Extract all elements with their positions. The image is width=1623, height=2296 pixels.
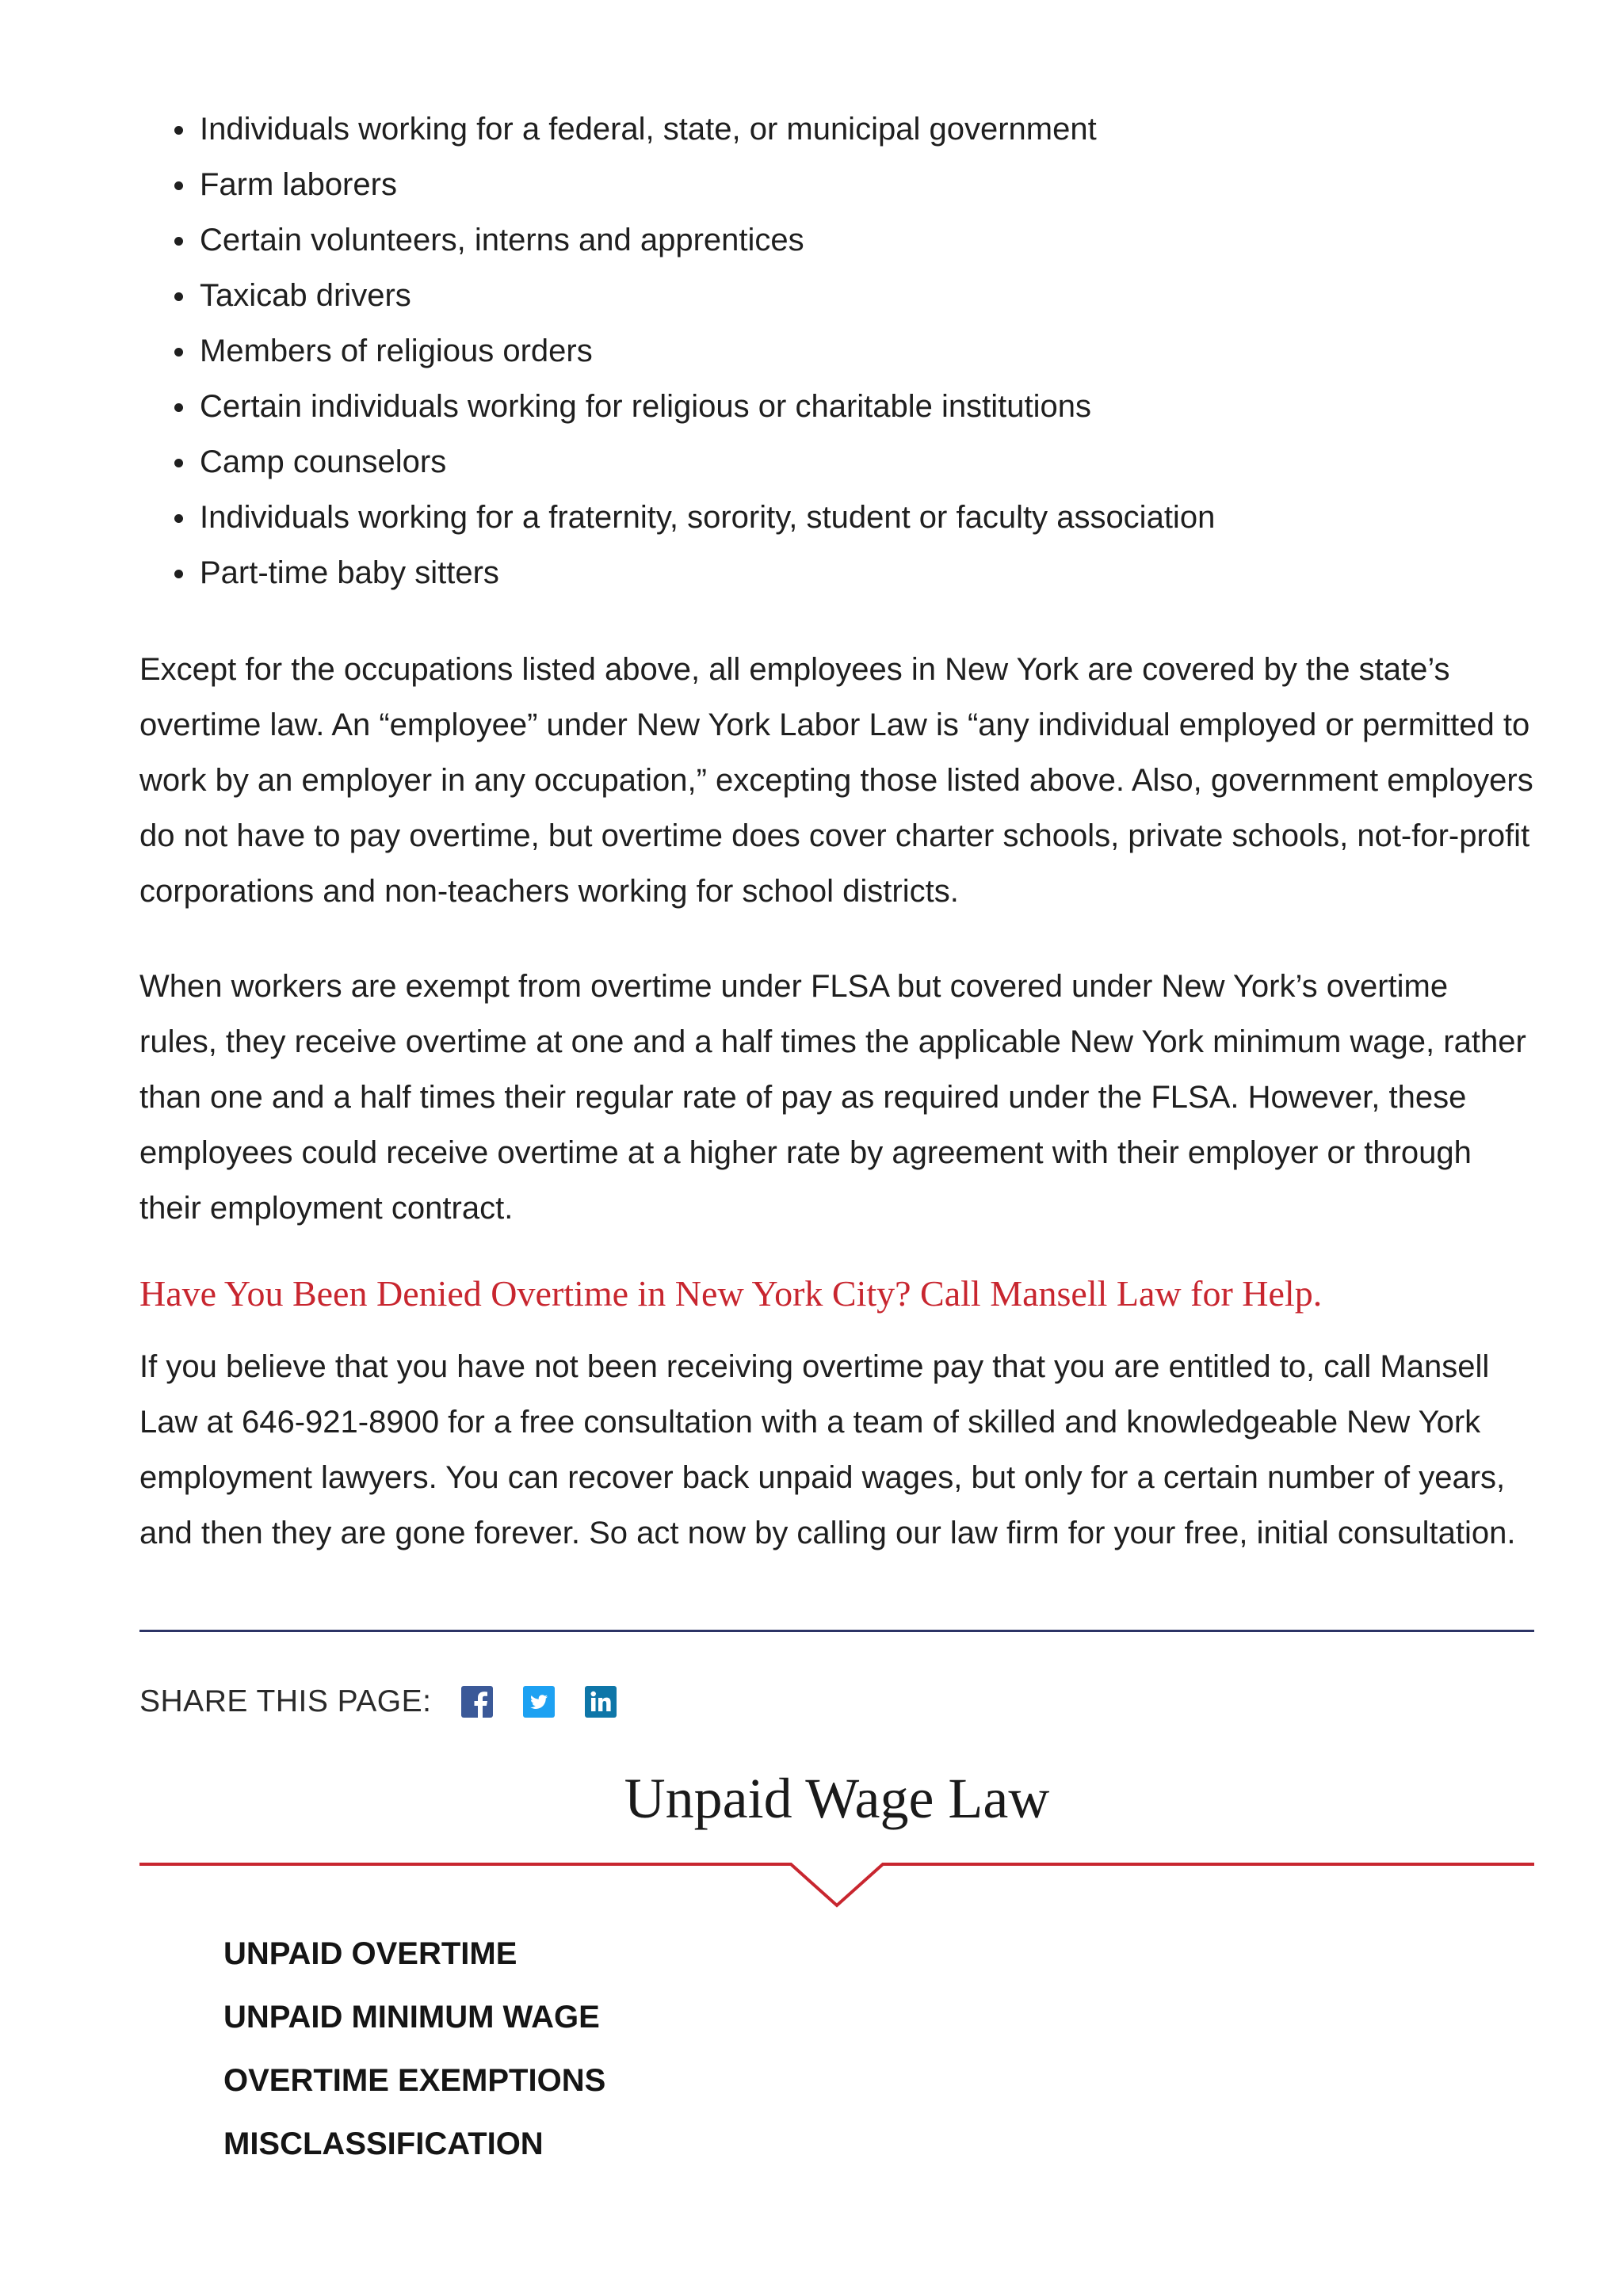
section-title: Unpaid Wage Law [624,1767,1050,1830]
list-item: Members of religious orders [174,323,1215,379]
list-item: Part-time baby sitters [174,545,1215,601]
flsa-paragraph: When workers are exempt from overtime under FLSA but covered under New York’s overtime rules, they receive overtime at one and a half times the applicable New York minimum wage, rather than one and a half times their regular rate of pay as required under the FLSA. However, these employees could receive overtime at a higher rate by agreement with their employer or through their employment contract. [139,969,1526,1226]
exempt-occupations-list [174,101,1215,601]
list-item: Individuals working for a federal, state, or municipal government [174,101,1215,157]
unpaid-wage-links [223,1922,605,2176]
list-item: Camp counselors [174,434,1215,490]
facebook-icon[interactable] [460,1684,495,1719]
list-item: Certain individuals working for religious or charitable institutions [174,379,1215,434]
list-item: Certain volunteers, interns and apprentices [174,212,1215,268]
red-divider-with-chevron [139,1858,1534,1913]
link-unpaid-overtime[interactable]: UNPAID OVERTIME [223,1936,517,1971]
section-divider [139,1630,1534,1632]
list-item: Farm laborers [174,157,1215,212]
coverage-paragraph: Except for the occupations listed above, all employees in New York are covered by the state’s overtime law. An “employee” under New York Labor Law is “any individual employed or permitted to work by an employer in any occupation,” excepting those listed above. Also, government employers do not have to pay overtime, but overtime does cover charter schools, private schools, not-for-profit corporations and non-teachers working for school districts. [139,652,1533,909]
twitter-icon[interactable] [521,1684,556,1719]
linkedin-icon[interactable] [583,1684,618,1719]
share-bar [139,1678,645,1726]
list-item: Taxicab drivers [174,268,1215,323]
share-label: SHARE THIS PAGE: [139,1684,432,1718]
link-overtime-exemptions[interactable]: OVERTIME EXEMPTIONS [223,2063,606,2098]
link-misclassification[interactable]: MISCLASSIFICATION [223,2126,544,2161]
cta-heading: Have You Been Denied Overtime in New York City? Call Mansell Law for Help. [139,1273,1323,1314]
link-unpaid-minimum-wage[interactable]: UNPAID MINIMUM WAGE [223,2000,600,2035]
list-item: Individuals working for a fraternity, sorority, student or faculty association [174,490,1215,545]
consultation-paragraph: If you believe that you have not been receiving overtime pay that you are entitled to, call Mansell Law at 646-921-8900 for a free consultation with a team of skilled and knowledgeable New York employment lawyers. You can recover back unpaid wages, but only for a certain number of years, and then they are gone forever. So act now by calling our law firm for your free, initial consultation. [139,1349,1516,1550]
